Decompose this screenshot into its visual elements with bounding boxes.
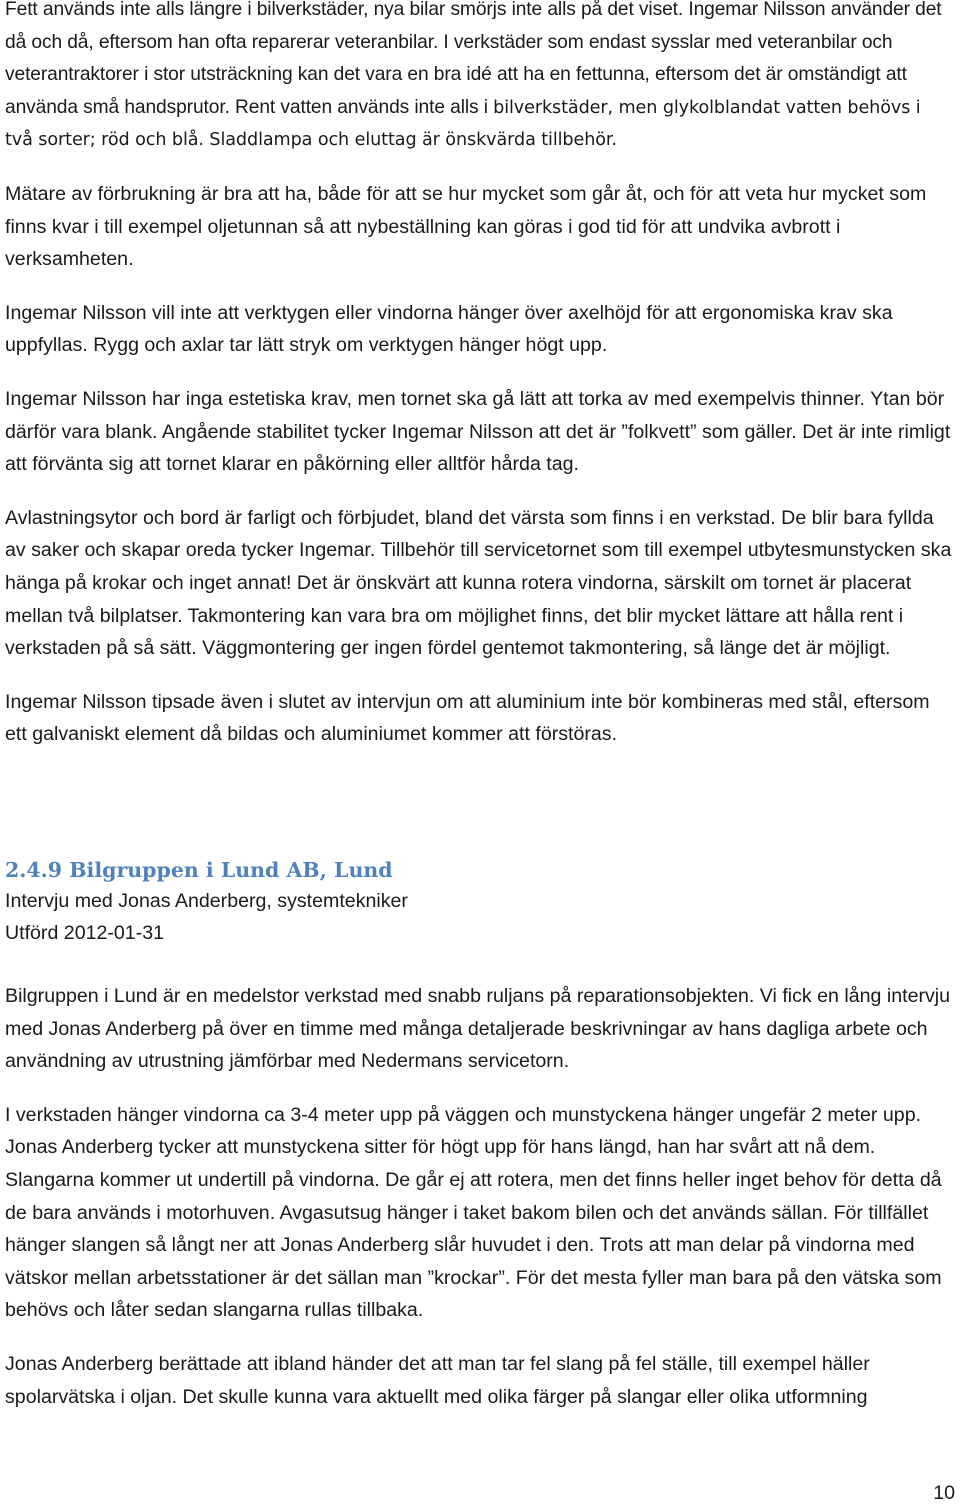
paragraph-lubricant [5, 0, 953, 157]
paragraph-ergonomics: Ingemar Nilsson vill inte att verktygen eller vindorna hänger över axelhöjd för att ergonomiska krav ska uppfyllas. Rygg och axlar tar lätt stryk om verktygen hänger högt upp. [5, 301, 893, 357]
paragraph-surfaces: Avlastningsytor och bord är farligt och förbjudet, bland det värsta som finns i en verkstad. De blir bara fyllda av saker och skapar oreda tycker Ingemar. Tillbehör till servicetornet som till exempel utbytesmunstycken ska hänga på krokar och inget annat! Det är önskvärt att kunna rotera vindorna, särskilt om tornet är placerat mellan två bilplatser. Takmontering kan vara bra om möjlighet finns, det blir mycket lättare att hålla rent i verkstaden på så sätt. Väggmontering ger ingen fördel gentemot takmontering, så länge det är möjligt. [5, 506, 952, 660]
paragraph-lubricant-main: Fett används inte alls längre i bilverkstäder, nya bilar smörjs inte alls på det viset. Ingemar Nilsson använder det då och då, eftersom han ofta reparerar veteranbilar. I verkstäder som endast sysslar med veteranbilar och veterantraktorer i stor utsträckning kan det vara en bra idé att ha en fettunna, eftersom det är omständigt att använda små handsprutor. Rent vatten används inte alls i [5, 0, 942, 118]
interview-date: Utförd 2012-01-31 [5, 922, 165, 945]
paragraph-aesthetics: Ingemar Nilsson har inga estetiska krav, men tornet ska gå lätt att torka av med exempelvis thinner. Ytan bör därför vara blank. Angående stabilitet tycker Ingemar Nilsson att det är ”folkvett” som gäller. Det är inte rimligt att förvänta sig att tornet klarar en påkörning eller alltför hårda tag. [5, 387, 951, 476]
section-number: 2.4.9 [5, 857, 63, 882]
paragraph-bilgruppen-intro: Bilgruppen i Lund är en medelstor verkstad med snabb ruljans på reparationsobjekten. Vi fick en lång intervju med Jonas Anderberg på över en timme med många detaljerade beskrivningar av hans dagliga arbete och användning av utrustning jämförbar med Nedermans servicetorn. [5, 985, 951, 1073]
paragraph-lubricant-tail: bilverkstäder, men glykolblandat vatten behövs i två sorter; röd och blå. Sladdlampa och eluttag är önskvärda tillbehör. [5, 97, 921, 151]
page-number: 10 [933, 1482, 955, 1504]
interview-line: Intervju med Jonas Anderberg, systemtekniker [5, 889, 408, 912]
paragraph-meters: Mätare av förbrukning är bra att ha, både för att se hur mycket som går åt, och för att veta hur mycket som finns kvar i till exempel oljetunnan så att nybeställning kan göras i god tid för att undvika avbrott i verksamheten. [5, 182, 927, 271]
paragraph-wrong-hose: Jonas Anderberg berättade att ibland händer det att man tar fel slang på fel ställe, till exempel häller spolarvätska i oljan. Det skulle kunna vara aktuellt med olika färger på slangar eller olika utformning [5, 1353, 870, 1408]
document-page [5, 0, 953, 1413]
paragraph-aluminium: Ingemar Nilsson tipsade även i slutet av intervjun om att aluminium inte bör kombineras med stål, eftersom ett galvaniskt element då bildas och aluminiumet kommer att förstöras. [5, 690, 930, 746]
section-title: Bilgruppen i Lund AB, Lund [69, 857, 393, 882]
section-heading [5, 855, 953, 885]
paragraph-workshop-reels: I verkstaden hänger vindorna ca 3-4 meter upp på väggen och munstyckena hänger ungefär 2 meter upp. Jonas Anderberg tycker att munstyckena sitter för högt upp för hans längd, han har svårt att nå dem. Slangarna kommer ut undertill på vindorna. De går ej att rotera, men det finns heller inget behov för detta då de bara används i motorhuven. Avgasutsug hänger i taket bakom bilen och det används sällan. För tillfället hänger slangen så långt ner att Jonas Anderberg slår huvudet i den. Trots att man delar på vindorna med vätskor mellan arbetsstationer är det sällan man ”krockar”. För det mesta fyller man bara på den vätska som behövs och låter sedan slangarna rullas tillbaka. [5, 1103, 942, 1322]
